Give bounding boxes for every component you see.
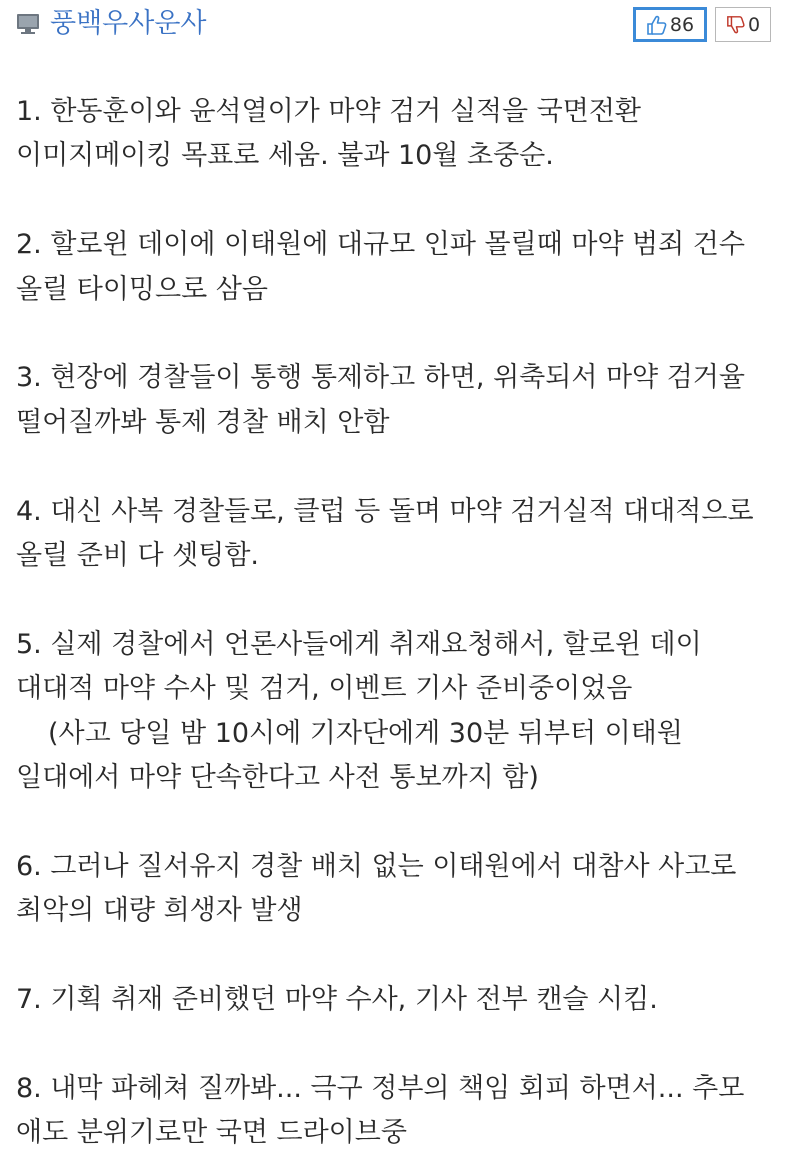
like-count: 86 (669, 13, 695, 36)
post-content (16, 90, 776, 1156)
post-header (0, 0, 800, 52)
thumbs-up-icon (646, 14, 668, 36)
like-button[interactable] (633, 7, 707, 42)
item-text: 4. 대신 사복 경찰들로, 클럽 등 돌며 마약 검거실적 대대적으로 올릴 준비 다 셋팅함. (16, 495, 754, 572)
author-name[interactable]: 풍백우사운사 (50, 8, 207, 39)
list-item (16, 490, 776, 579)
list-item (16, 623, 776, 801)
thumbs-down-icon (726, 15, 746, 35)
list-item (16, 223, 776, 312)
item-text: 1. 한동훈이와 윤석열이가 마약 검거 실적을 국면전환 이미지메이킹 목표로 세움. 불과 10월 초중순. (16, 96, 641, 172)
dislike-button[interactable] (715, 7, 771, 42)
list-item (16, 978, 776, 1022)
item-note: (사고 당일 밤 10시에 기자단에게 30분 뒤부터 이태원 일대에서 마약 단속한다고 사전 통보까지 함) (16, 717, 683, 794)
list-item (16, 1067, 776, 1156)
item-text: 2. 할로윈 데이에 이태원에 대규모 인파 몰릴때 마약 범죄 건수 올릴 타이밍으로 삼음 (16, 229, 745, 305)
author-info[interactable] (16, 6, 207, 42)
monitor-icon (16, 13, 40, 35)
item-text: 5. 실제 경찰에서 언론사들에게 취재요청해서, 할로윈 데이 대대적 마약 수사 및 검거, 이벤트 기사 준비중이었음 (16, 628, 702, 705)
list-item (16, 845, 776, 934)
list-item (16, 90, 776, 179)
item-text: 6. 그러나 질서유지 경찰 배치 없는 이태원에서 대참사 사고로 최악의 대량 희생자 발생 (16, 850, 737, 927)
list-item (16, 356, 776, 445)
item-text: 3. 현장에 경찰들이 통행 통제하고 하면, 위축되서 마약 검거율 떨어질까봐 통제 경찰 배치 안함 (16, 362, 745, 438)
item-text: 8. 내막 파헤쳐 질까봐... 극구 정부의 책임 회피 하면서... 추모 애도 분위기로만 국면 드라이브중 (16, 1072, 745, 1149)
item-text: 7. 기획 취재 준비했던 마약 수사, 기사 전부 캔슬 시킴. (16, 984, 658, 1016)
dislike-count: 0 (747, 13, 761, 36)
